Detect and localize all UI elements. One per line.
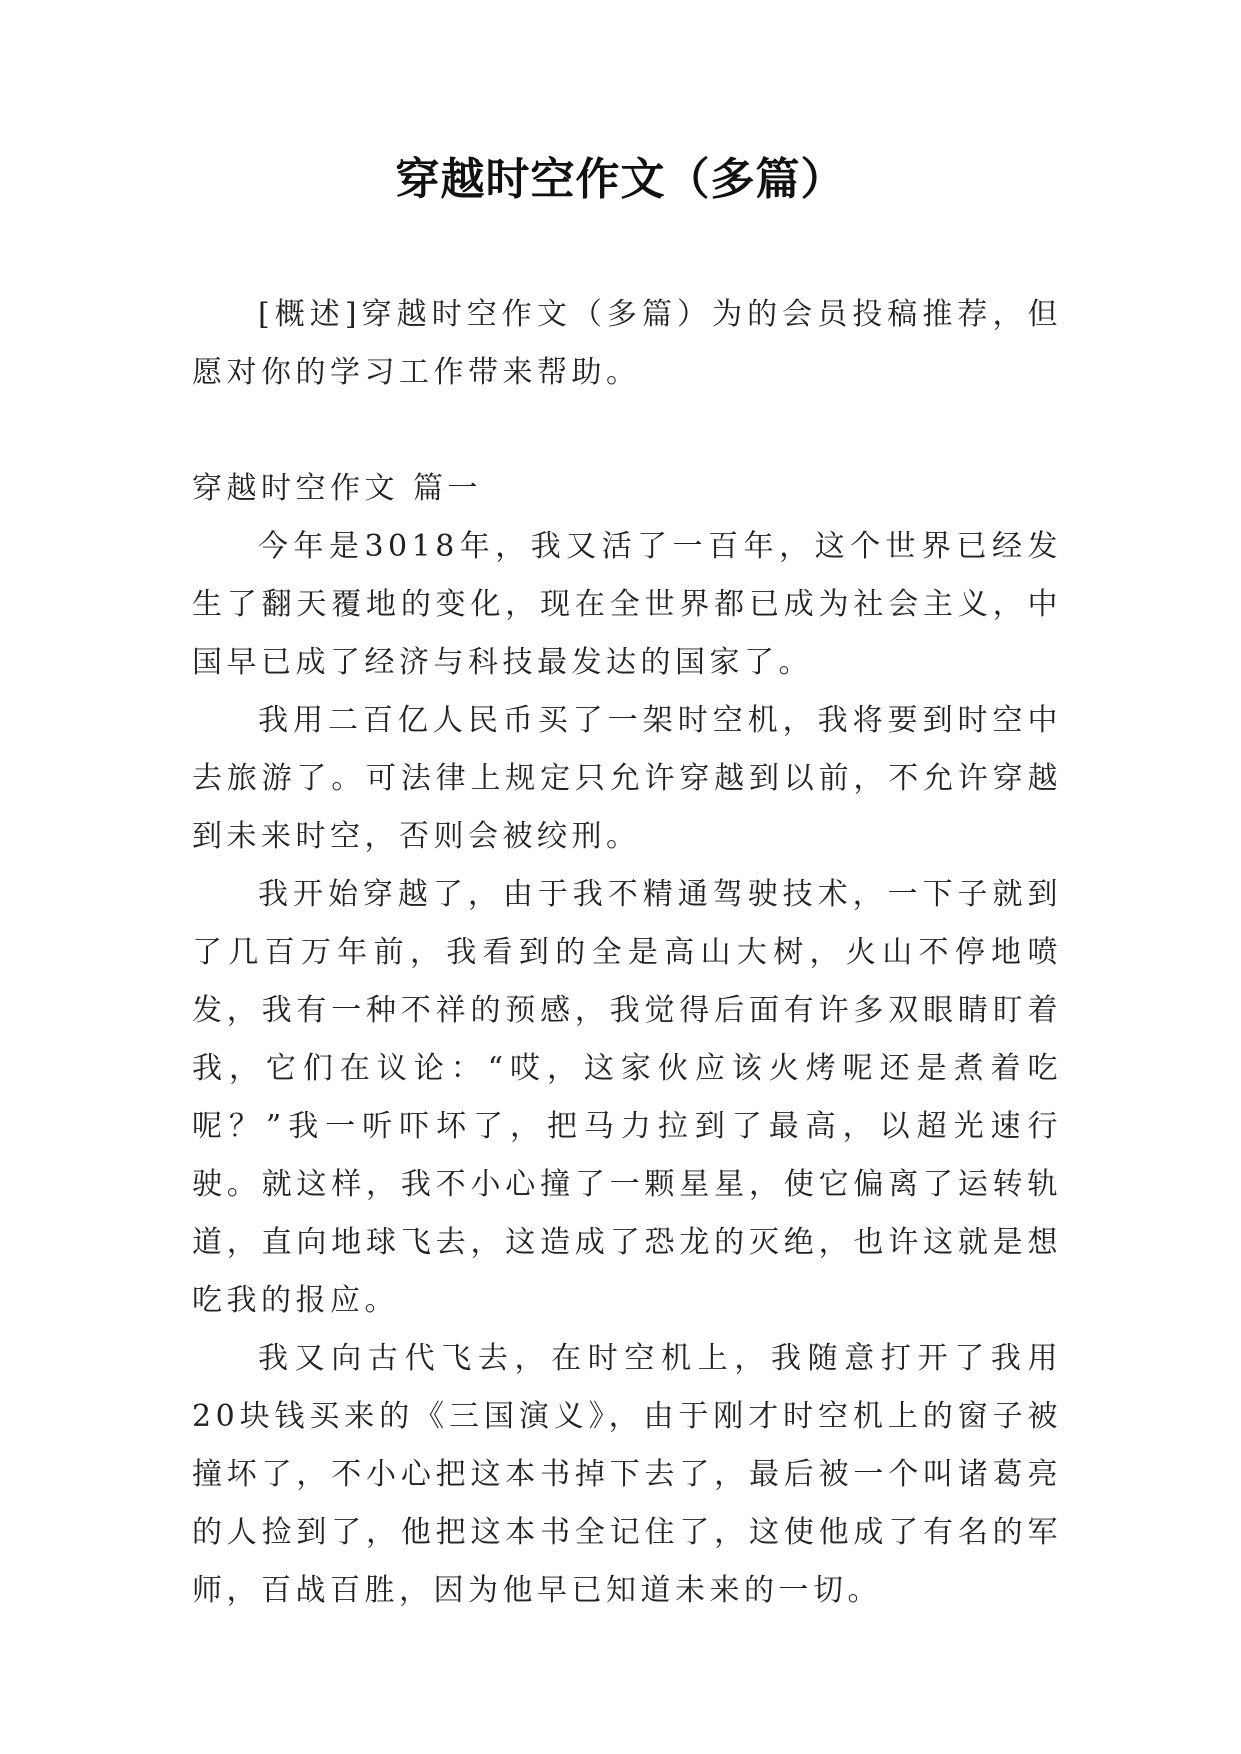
body-paragraph-2: 我用二百亿人民币买了一架时空机，我将要到时空中去旅游了。可法律上规定只允许穿越到以前，不允许穿越到未来时空，否则会被绞刑。 [192, 703, 1062, 854]
section-heading: 穿越时空作文 篇一 [192, 471, 483, 506]
summary-paragraph: [概述]穿越时空作文（多篇）为的会员投稿推荐，但愿对你的学习工作带来帮助。 [192, 297, 1062, 390]
body-paragraph-4: 我又向古代飞去，在时空机上，我随意打开了我用20块钱买来的《三国演义》，由于刚才时空机上的窗子被撞坏了，不小心把这本书掉下去了，最后被一个叫诸葛亮的人捡到了，他把这本书全记住了，这使他成了有名的军师，百战百胜，因为他早已知道未来的一切。 [192, 1341, 1062, 1608]
body-paragraph-1: 今年是3018年，我又活了一百年，这个世界已经发生了翻天覆地的变化，现在全世界都已成为社会主义，中国早已成了经济与科技最发达的国家了。 [192, 529, 1062, 680]
paragraph-spacer [192, 402, 1062, 460]
document-title: 穿越时空作文（多篇） [395, 154, 846, 205]
document-body [192, 286, 1062, 1620]
body-paragraph-3: 我开始穿越了，由于我不精通驾驶技术，一下子就到了几百万年前，我看到的全是高山大树，火山不停地喷发，我有一种不祥的预感，我觉得后面有许多双眼睛盯着我，它们在议论：“哎，这家伙应该火烤呢还是煮着吃呢？”我一听吓坏了，把马力拉到了最高，以超光速行驶。就这样，我不小心撞了一颗星星，使它偏离了运转轨道，直向地球飞去，这造成了恐龙的灭绝，也许这就是想吃我的报应。 [192, 877, 1062, 1318]
